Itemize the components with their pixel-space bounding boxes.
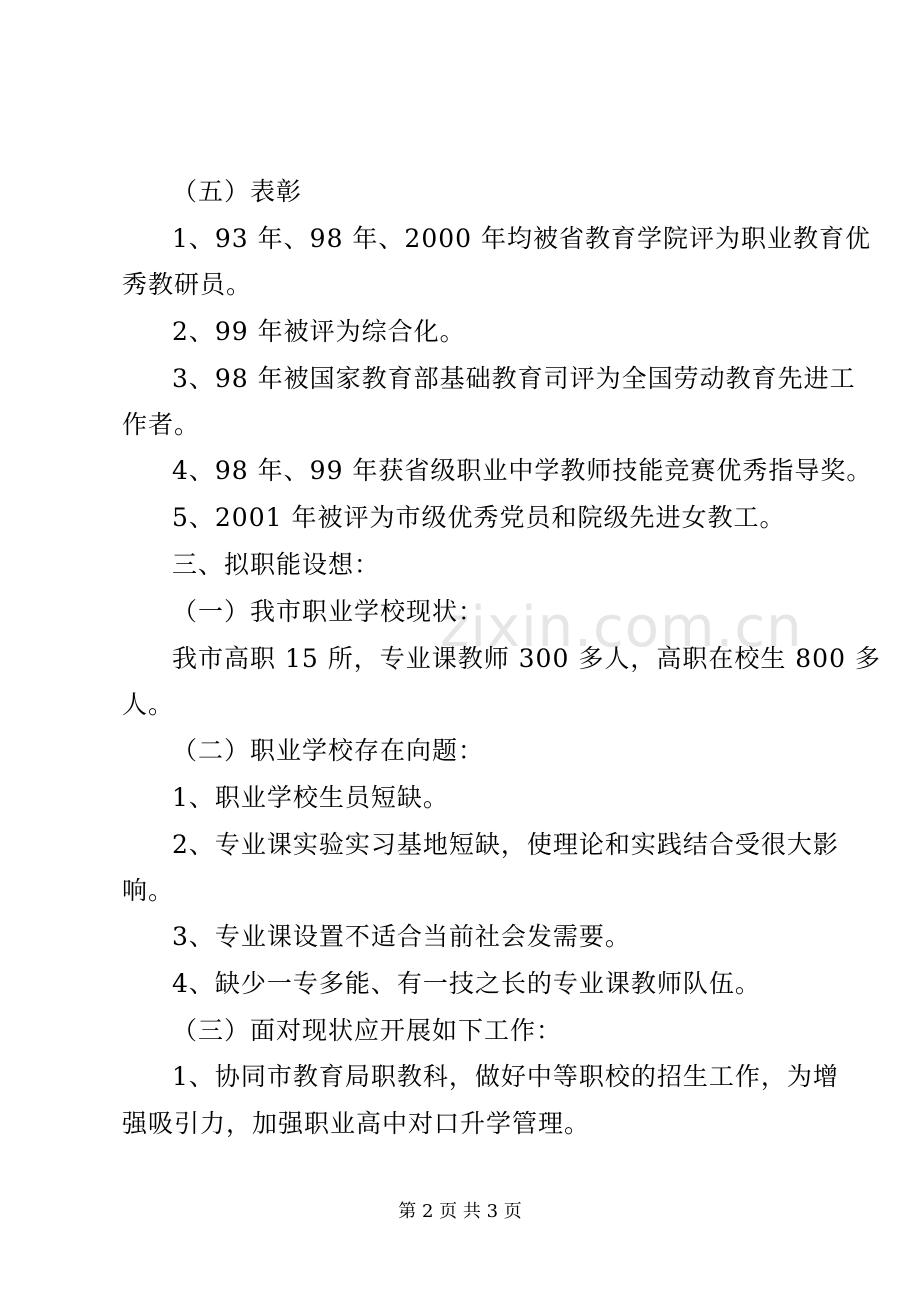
paragraph-line: 1、93 年、98 年、2000 年均被省教育学院评为职业教育优 [172, 224, 871, 253]
paragraph-line: 响。 [122, 876, 175, 905]
paragraph-line: 4、缺少一专多能、有一技之长的专业课教师队伍。 [172, 969, 761, 998]
paragraph-line: 秀教研员。 [122, 270, 253, 299]
watermark: zixin.com.cn [440, 595, 803, 660]
paragraph-line: 作者。 [122, 410, 201, 439]
paragraph-line: 1、职业学校生员短缺。 [172, 783, 449, 812]
section-heading: （一）我市职业学校现状： [172, 597, 485, 626]
paragraph-line: 3、专业课设置不适合当前社会发需要。 [172, 922, 631, 951]
paragraph-line: 2、99 年被评为综合化。 [172, 317, 466, 346]
section-heading: 三、拟职能设想： [172, 550, 381, 579]
paragraph-line: 强吸引力，加强职业高中对口升学管理。 [122, 1109, 591, 1138]
paragraph-line: 我市高职 15 所，专业课教师 300 多人，高职在校生 800 多 [172, 644, 881, 673]
paragraph-line: 1、协同市教育局职教科，做好中等职校的招生工作，为增 [172, 1062, 839, 1091]
paragraph-line: 人。 [122, 690, 175, 719]
section-heading: （二）职业学校存在向题： [172, 736, 485, 765]
paragraph-line: 2、专业课实验实习基地短缺，使理论和实践结合受很大影 [172, 830, 839, 859]
page-footer: 第 2 页 共 3 页 [398, 1201, 522, 1222]
paragraph-line: 3、98 年被国家教育部基础教育司评为全国劳动教育先进工 [172, 364, 856, 393]
paragraph-line: 5、2001 年被评为市级优秀党员和院级先进女教工。 [172, 503, 786, 532]
section-heading: （三）面对现状应开展如下工作： [172, 1016, 563, 1045]
paragraph-line: 4、98 年、99 年获省级职业中学教师技能竞赛优秀指导奖。 [172, 456, 873, 485]
section-heading: （五）表彰 [172, 177, 303, 206]
